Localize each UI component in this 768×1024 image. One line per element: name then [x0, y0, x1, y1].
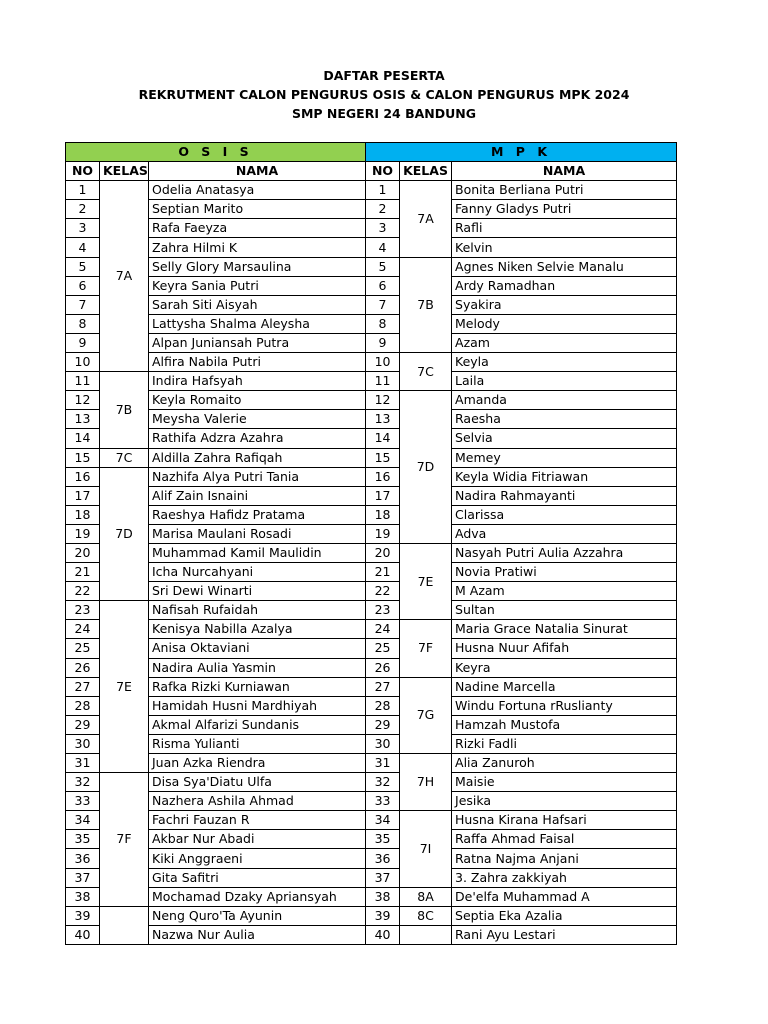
mpk-kelas-header: KELAS: [400, 162, 452, 181]
mpk-nama-cell: De'elfa Muhammad A: [452, 887, 677, 906]
osis-no-cell: 36: [66, 849, 100, 868]
table-row: [66, 658, 677, 677]
osis-no-cell: 11: [66, 372, 100, 391]
osis-no-cell: 29: [66, 715, 100, 734]
mpk-no-cell: 36: [366, 849, 400, 868]
mpk-no-cell: 31: [366, 754, 400, 773]
mpk-nama-cell: Keyra: [452, 658, 677, 677]
table-row: [66, 333, 677, 352]
osis-no-cell: 39: [66, 906, 100, 925]
table-row: [66, 906, 677, 925]
table-row: [66, 849, 677, 868]
osis-section-header: O S I S: [66, 143, 366, 162]
mpk-no-cell: 24: [366, 620, 400, 639]
table-row: [66, 830, 677, 849]
mpk-nama-cell: Rizki Fadli: [452, 734, 677, 753]
osis-nama-cell: Fachri Fauzan R: [149, 811, 366, 830]
osis-nama-cell: Indira Hafsyah: [149, 372, 366, 391]
table-row: [66, 543, 677, 562]
osis-no-cell: 4: [66, 238, 100, 257]
mpk-section-header: M P K: [366, 143, 677, 162]
osis-no-cell: 9: [66, 333, 100, 352]
table-row: [66, 773, 677, 792]
mpk-no-cell: 28: [366, 696, 400, 715]
osis-nama-cell: Selly Glory Marsaulina: [149, 257, 366, 276]
osis-kelas-cell: 7F: [100, 773, 149, 907]
mpk-kelas-cell: [400, 925, 452, 944]
mpk-nama-header: NAMA: [452, 162, 677, 181]
osis-nama-cell: Kiki Anggraeni: [149, 849, 366, 868]
mpk-kelas-cell: 8A: [400, 887, 452, 906]
table-row: [66, 792, 677, 811]
osis-no-cell: 19: [66, 524, 100, 543]
osis-kelas-cell: 7A: [100, 181, 149, 372]
mpk-nama-cell: M Azam: [452, 582, 677, 601]
mpk-nama-cell: Melody: [452, 314, 677, 333]
mpk-no-cell: 21: [366, 563, 400, 582]
mpk-kelas-cell: 7G: [400, 677, 452, 753]
osis-nama-cell: Nadira Aulia Yasmin: [149, 658, 366, 677]
mpk-kelas-cell: 7F: [400, 620, 452, 677]
mpk-no-cell: 13: [366, 410, 400, 429]
osis-nama-cell: Aldilla Zahra Rafiqah: [149, 448, 366, 467]
osis-no-cell: 14: [66, 429, 100, 448]
mpk-nama-cell: Maisie: [452, 773, 677, 792]
mpk-no-cell: 11: [366, 372, 400, 391]
mpk-no-cell: 33: [366, 792, 400, 811]
osis-nama-cell: Icha Nurcahyani: [149, 563, 366, 582]
table-row: [66, 925, 677, 944]
mpk-no-cell: 32: [366, 773, 400, 792]
mpk-no-cell: 23: [366, 601, 400, 620]
osis-nama-cell: Keyla Romaito: [149, 391, 366, 410]
osis-no-cell: 37: [66, 868, 100, 887]
table-row: [66, 734, 677, 753]
mpk-no-cell: 38: [366, 887, 400, 906]
mpk-nama-cell: Clarissa: [452, 505, 677, 524]
table-row: [66, 200, 677, 219]
osis-nama-cell: Muhammad Kamil Maulidin: [149, 543, 366, 562]
mpk-nama-cell: Husna Nuur Afifah: [452, 639, 677, 658]
table-row: [66, 295, 677, 314]
mpk-nama-cell: Keyla Widia Fitriawan: [452, 467, 677, 486]
osis-no-cell: 40: [66, 925, 100, 944]
table-row: [66, 715, 677, 734]
table-row: [66, 219, 677, 238]
mpk-no-cell: 4: [366, 238, 400, 257]
mpk-nama-cell: Keyla: [452, 353, 677, 372]
osis-no-cell: 33: [66, 792, 100, 811]
table-row: [66, 410, 677, 429]
mpk-kelas-cell: 7I: [400, 811, 452, 887]
mpk-nama-cell: Agnes Niken Selvie Manalu: [452, 257, 677, 276]
osis-kelas-cell: 7B: [100, 372, 149, 448]
mpk-kelas-cell: 8C: [400, 906, 452, 925]
mpk-nama-cell: Syakira: [452, 295, 677, 314]
osis-no-cell: 27: [66, 677, 100, 696]
osis-nama-cell: Neng Quro'Ta Ayunin: [149, 906, 366, 925]
osis-no-cell: 13: [66, 410, 100, 429]
osis-nama-cell: Nafisah Rufaidah: [149, 601, 366, 620]
mpk-nama-cell: Azam: [452, 333, 677, 352]
osis-no-cell: 8: [66, 314, 100, 333]
table-row: [66, 448, 677, 467]
osis-nama-cell: Risma Yulianti: [149, 734, 366, 753]
table-row: [66, 353, 677, 372]
osis-no-cell: 17: [66, 486, 100, 505]
osis-nama-cell: Alpan Juniansah Putra: [149, 333, 366, 352]
osis-no-cell: 3: [66, 219, 100, 238]
mpk-no-cell: 14: [366, 429, 400, 448]
osis-nama-cell: Sarah Siti Aisyah: [149, 295, 366, 314]
mpk-no-cell: 34: [366, 811, 400, 830]
osis-no-cell: 26: [66, 658, 100, 677]
table-row: [66, 563, 677, 582]
mpk-nama-cell: Nadira Rahmayanti: [452, 486, 677, 505]
osis-no-cell: 2: [66, 200, 100, 219]
mpk-kelas-cell: 7B: [400, 257, 452, 352]
mpk-no-cell: 30: [366, 734, 400, 753]
osis-nama-cell: Septian Marito: [149, 200, 366, 219]
mpk-nama-cell: Laila: [452, 372, 677, 391]
mpk-no-cell: 8: [366, 314, 400, 333]
table-row: [66, 601, 677, 620]
osis-no-cell: 20: [66, 543, 100, 562]
osis-no-cell: 12: [66, 391, 100, 410]
mpk-nama-cell: Raffa Ahmad Faisal: [452, 830, 677, 849]
column-header-row: [66, 162, 677, 181]
osis-nama-cell: Kenisya Nabilla Azalya: [149, 620, 366, 639]
mpk-nama-cell: Husna Kirana Hafsari: [452, 811, 677, 830]
table-row: [66, 276, 677, 295]
osis-no-cell: 10: [66, 353, 100, 372]
table-row: [66, 582, 677, 601]
table-row: [66, 620, 677, 639]
title-line-1: DAFTAR PESERTA: [323, 68, 445, 83]
mpk-no-cell: 29: [366, 715, 400, 734]
mpk-nama-cell: Memey: [452, 448, 677, 467]
osis-nama-header: NAMA: [149, 162, 366, 181]
osis-no-cell: 16: [66, 467, 100, 486]
mpk-nama-cell: Bonita Berliana Putri: [452, 181, 677, 200]
osis-nama-cell: Nazhifa Alya Putri Tania: [149, 467, 366, 486]
table-row: [66, 314, 677, 333]
osis-no-cell: 22: [66, 582, 100, 601]
mpk-nama-cell: Kelvin: [452, 238, 677, 257]
mpk-no-cell: 25: [366, 639, 400, 658]
osis-no-cell: 34: [66, 811, 100, 830]
table-row: [66, 887, 677, 906]
participants-table: [65, 142, 677, 945]
osis-nama-cell: Anisa Oktaviani: [149, 639, 366, 658]
osis-no-cell: 31: [66, 754, 100, 773]
mpk-no-cell: 27: [366, 677, 400, 696]
mpk-nama-cell: Nasyah Putri Aulia Azzahra: [452, 543, 677, 562]
mpk-no-cell: 18: [366, 505, 400, 524]
table-row: [66, 486, 677, 505]
mpk-kelas-cell: 7A: [400, 181, 452, 257]
osis-nama-cell: Meysha Valerie: [149, 410, 366, 429]
osis-no-cell: 7: [66, 295, 100, 314]
osis-nama-cell: Alif Zain Isnaini: [149, 486, 366, 505]
mpk-nama-cell: Rafli: [452, 219, 677, 238]
mpk-nama-cell: Raesha: [452, 410, 677, 429]
mpk-no-cell: 26: [366, 658, 400, 677]
mpk-nama-cell: Septia Eka Azalia: [452, 906, 677, 925]
mpk-nama-cell: Alia Zanuroh: [452, 754, 677, 773]
osis-nama-cell: Lattysha Shalma Aleysha: [149, 314, 366, 333]
mpk-no-cell: 22: [366, 582, 400, 601]
osis-no-cell: 6: [66, 276, 100, 295]
mpk-no-cell: 2: [366, 200, 400, 219]
osis-nama-cell: Rafka Rizki Kurniawan: [149, 677, 366, 696]
osis-nama-cell: Raeshya Hafidz Pratama: [149, 505, 366, 524]
mpk-no-cell: 40: [366, 925, 400, 944]
table-row: [66, 639, 677, 658]
mpk-kelas-cell: 7H: [400, 754, 452, 811]
osis-nama-cell: Akbar Nur Abadi: [149, 830, 366, 849]
mpk-no-cell: 12: [366, 391, 400, 410]
mpk-no-cell: 15: [366, 448, 400, 467]
mpk-nama-cell: Sultan: [452, 601, 677, 620]
osis-no-cell: 24: [66, 620, 100, 639]
mpk-no-cell: 1: [366, 181, 400, 200]
osis-no-cell: 21: [66, 563, 100, 582]
section-header-row: [66, 143, 677, 162]
table-row: [66, 754, 677, 773]
table-row: [66, 505, 677, 524]
table-row: [66, 696, 677, 715]
table-row: [66, 467, 677, 486]
table-row: [66, 372, 677, 391]
osis-no-header: NO: [66, 162, 100, 181]
mpk-nama-cell: Ratna Najma Anjani: [452, 849, 677, 868]
mpk-nama-cell: Ardy Ramadhan: [452, 276, 677, 295]
osis-nama-cell: Nazhera Ashila Ahmad: [149, 792, 366, 811]
table-row: [66, 677, 677, 696]
mpk-kelas-cell: 7E: [400, 543, 452, 619]
mpk-nama-cell: Selvia: [452, 429, 677, 448]
mpk-nama-cell: Hamzah Mustofa: [452, 715, 677, 734]
table-row: [66, 181, 677, 200]
table-row: [66, 868, 677, 887]
table-row: [66, 238, 677, 257]
title-line-2: REKRUTMENT CALON PENGURUS OSIS & CALON PENGURUS MPK 2024: [138, 87, 630, 102]
mpk-nama-cell: Windu Fortuna rRuslianty: [452, 696, 677, 715]
table-row: [66, 811, 677, 830]
mpk-no-cell: 10: [366, 353, 400, 372]
mpk-no-cell: 20: [366, 543, 400, 562]
osis-no-cell: 23: [66, 601, 100, 620]
osis-nama-cell: Mochamad Dzaky Apriansyah: [149, 887, 366, 906]
table-row: [66, 257, 677, 276]
mpk-nama-cell: 3. Zahra zakkiyah: [452, 868, 677, 887]
osis-nama-cell: Hamidah Husni Mardhiyah: [149, 696, 366, 715]
osis-nama-cell: Disa Sya'Diatu Ulfa: [149, 773, 366, 792]
osis-no-cell: 28: [66, 696, 100, 715]
osis-nama-cell: Marisa Maulani Rosadi: [149, 524, 366, 543]
mpk-nama-cell: Fanny Gladys Putri: [452, 200, 677, 219]
osis-no-cell: 32: [66, 773, 100, 792]
mpk-nama-cell: Rani Ayu Lestari: [452, 925, 677, 944]
mpk-kelas-cell: 7D: [400, 391, 452, 544]
osis-kelas-cell: 7E: [100, 601, 149, 773]
mpk-no-cell: 7: [366, 295, 400, 314]
osis-kelas-header: KELAS: [100, 162, 149, 181]
osis-nama-cell: Juan Azka Riendra: [149, 754, 366, 773]
mpk-no-cell: 5: [366, 257, 400, 276]
mpk-no-cell: 3: [366, 219, 400, 238]
osis-nama-cell: Nazwa Nur Aulia: [149, 925, 366, 944]
table-row: [66, 429, 677, 448]
osis-no-cell: 30: [66, 734, 100, 753]
osis-nama-cell: Akmal Alfarizi Sundanis: [149, 715, 366, 734]
osis-no-cell: 35: [66, 830, 100, 849]
mpk-nama-cell: Maria Grace Natalia Sinurat: [452, 620, 677, 639]
osis-nama-cell: Sri Dewi Winarti: [149, 582, 366, 601]
osis-no-cell: 5: [66, 257, 100, 276]
mpk-no-cell: 16: [366, 467, 400, 486]
osis-no-cell: 38: [66, 887, 100, 906]
osis-kelas-cell: 7D: [100, 467, 149, 601]
mpk-nama-cell: Novia Pratiwi: [452, 563, 677, 582]
mpk-no-cell: 6: [366, 276, 400, 295]
mpk-nama-cell: Nadine Marcella: [452, 677, 677, 696]
osis-nama-cell: Keyra Sania Putri: [149, 276, 366, 295]
document-title-block: [0, 66, 768, 123]
mpk-kelas-cell: 7C: [400, 353, 452, 391]
mpk-no-cell: 37: [366, 868, 400, 887]
osis-nama-cell: Rafa Faeyza: [149, 219, 366, 238]
mpk-no-cell: 35: [366, 830, 400, 849]
mpk-nama-cell: Adva: [452, 524, 677, 543]
osis-no-cell: 25: [66, 639, 100, 658]
osis-nama-cell: Alfira Nabila Putri: [149, 353, 366, 372]
table-row: [66, 391, 677, 410]
osis-nama-cell: Gita Safitri: [149, 868, 366, 887]
osis-nama-cell: Zahra Hilmi K: [149, 238, 366, 257]
osis-kelas-cell: [100, 906, 149, 944]
title-line-3: SMP NEGERI 24 BANDUNG: [291, 106, 477, 121]
osis-no-cell: 15: [66, 448, 100, 467]
osis-kelas-cell: 7C: [100, 448, 149, 467]
mpk-nama-cell: Jesika: [452, 792, 677, 811]
osis-nama-cell: Rathifa Adzra Azahra: [149, 429, 366, 448]
mpk-no-header: NO: [366, 162, 400, 181]
osis-nama-cell: Odelia Anatasya: [149, 181, 366, 200]
mpk-no-cell: 17: [366, 486, 400, 505]
mpk-nama-cell: Amanda: [452, 391, 677, 410]
mpk-no-cell: 9: [366, 333, 400, 352]
table-row: [66, 524, 677, 543]
osis-no-cell: 18: [66, 505, 100, 524]
mpk-no-cell: 39: [366, 906, 400, 925]
mpk-no-cell: 19: [366, 524, 400, 543]
osis-no-cell: 1: [66, 181, 100, 200]
